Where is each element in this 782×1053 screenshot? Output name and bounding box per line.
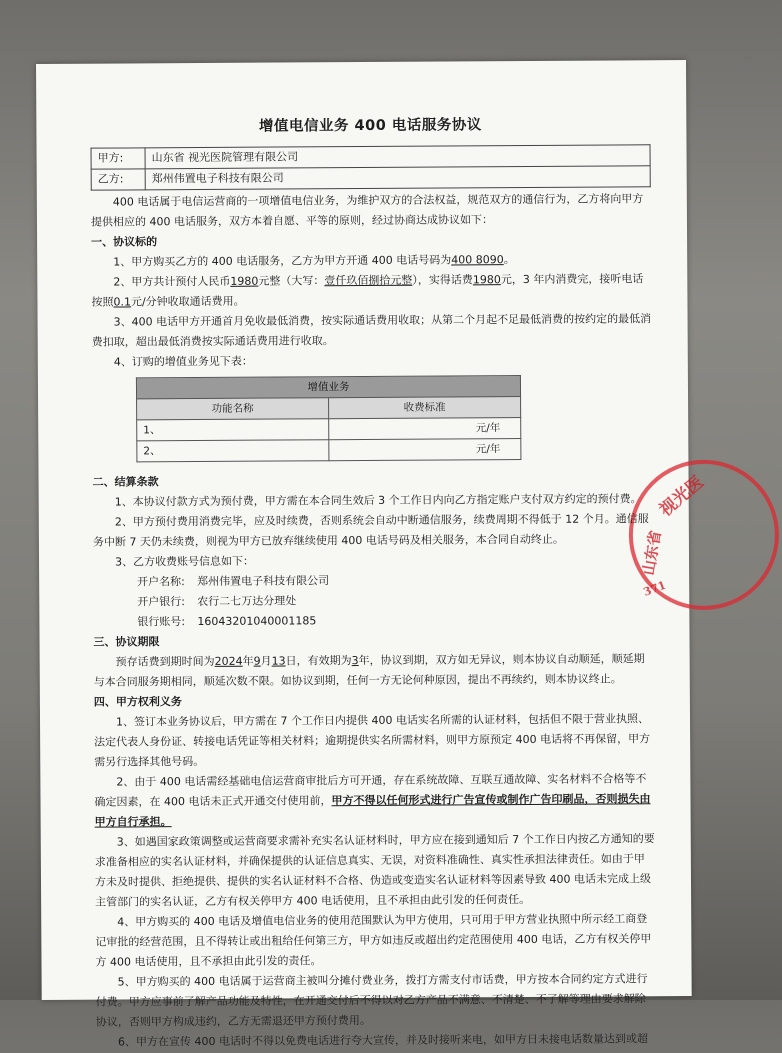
service-fee: 元/年 <box>329 418 521 440</box>
agreement-body <box>90 114 656 1052</box>
clause-text: 2、甲方共计预付人民币 <box>113 274 231 289</box>
table-row <box>137 418 521 441</box>
clause-1-2 <box>91 269 651 312</box>
clause-4-2 <box>94 769 654 832</box>
party-b-value: 郑州伟置电子科技有限公司 <box>145 166 650 190</box>
seal-digits: 371 <box>641 578 668 599</box>
section-3-heading: 三、协议期限 <box>93 635 160 649</box>
account-name-key: 开户名称: <box>137 575 185 589</box>
clause-text: 元整（大写： <box>258 274 325 288</box>
intro-paragraph: 400 电话属于电信运营商的一项增值电信业务，为维护双方的合法权益，规范双方的通信行为，乙方将向甲方提供相应的 400 电话服务，双方本着自愿、平等的原则，经过协商达成协议如下： <box>90 192 644 229</box>
services-table-columns <box>137 397 521 420</box>
prepay-amount: 1980 <box>230 274 259 288</box>
clause-2-3: 3、乙方收费账号信息如下： <box>115 554 255 569</box>
clause-text: 元/分钟收取通话费用。 <box>130 294 245 309</box>
clause-1-4: 4、订购的增值业务见下表： <box>113 354 253 369</box>
clause-text: 日，有效期为 <box>285 654 352 668</box>
clause-3-1 <box>94 649 654 692</box>
table-row <box>137 439 521 462</box>
clause-text: 年，协议到期，双方如无异议，则本协议自动顺延，顺延期与本合同服务期相同，顺延次数不限。如协议到期，任何一方无论何种原因，提出不再续约，则本协议终止。 <box>93 652 645 689</box>
clause-4-6: 6、甲方在宣传 400 电话时不得以免费电话进行夸大宣传，并及时接听来电，如甲方日未接电话数量达到或超 <box>117 1032 648 1049</box>
clause-4-3: 3、如遇国家政策调整或运营商要求需补充实名认证材料时，甲方应在接到通知后 7 个工作日内按乙方通知的要求准备相应的实名认证材料，并确保提供的认证信息真实、无误，对资料准确性、真实性承担法律责任。如由于甲方未及时提供、拒绝提供、提供的实名认证材料不合格、伪造或变造实名认证材料等因素导致 400 电话未完成上级主管部门的实名认证，乙方有权关停甲方 400 电话使用，且不承担由此引发的任何责任。 <box>94 832 655 909</box>
clause-text: 预存话费到期时间为 <box>115 654 215 669</box>
bank-value: 农行二七万达分理处 <box>197 594 297 609</box>
expiry-month: 9 <box>253 654 261 668</box>
rate-per-minute: 0.1 <box>113 295 131 309</box>
account-number-value: 16043201040001185 <box>197 614 317 629</box>
expiry-year: 2024 <box>214 654 243 668</box>
column-fee-standard: 收费标准 <box>329 397 521 419</box>
credit-amount: 1980 <box>472 273 501 287</box>
clause-text: 月 <box>260 654 272 668</box>
clause-text: 年 <box>242 654 254 668</box>
service-name: 2、 <box>137 440 329 462</box>
document-page <box>36 60 708 1049</box>
services-table-head <box>136 376 520 399</box>
phone-number: 400 8090 <box>451 253 504 267</box>
service-fee: 元/年 <box>329 439 521 461</box>
service-name: 1、 <box>137 419 329 441</box>
column-function-name: 功能名称 <box>137 398 329 420</box>
clause-text: 。 <box>503 253 515 267</box>
term-years: 3 <box>351 654 359 668</box>
clause-4-4: 4、甲方购买的 400 电话及增值电信业务的使用范围默认为甲方使用，只可用于甲方营业执照中所示经工商登记审批的经营范围，且不得转让或出租给任何第三方，甲方如违反或超出约定范围使用 400 电话，乙方有权关停甲方 400 电话使用，且不承担由此引发的责任。 <box>95 912 652 969</box>
section-4-heading: 四、甲方权利义务 <box>93 695 182 709</box>
parties-table <box>91 144 651 190</box>
party-a-value: 山东省 视光医院管理有限公司 <box>145 145 650 169</box>
section-2-heading: 二、结算条款 <box>92 475 159 489</box>
seal-text-top: 视光医 <box>655 472 708 521</box>
bold-warning: 甲方不得以任何形式进行广告宣传或制作广告印刷品，否则损失由甲方自行承担。 <box>94 792 651 829</box>
party-b-row <box>91 166 650 190</box>
party-a-label: 甲方: <box>91 148 145 169</box>
expiry-day: 13 <box>271 654 286 668</box>
clause-4-1: 1、签订本业务协议后，甲方需在 7 个工作日内提供 400 电话实名所需的认证材料，包括但不限于营业执照、法定代表人身份证、转接电话凭证等相关材料；逾期提供实名所需材料，则甲方原预定 400 电话将不再保留，甲方需另行选择其他号码。 <box>94 712 651 769</box>
account-name-value: 郑州伟置电子科技有限公司 <box>197 574 330 589</box>
clause-4-5: 5、甲方购买的 400 电话属于运营商主被叫分摊付费业务，拨打方需支付市话费，甲方按本合同约定方式进行付费。甲方应事前了解产品功能及特性，在开通交付后不得以对乙方产品不满意、不清楚、不了解等理由要求解除协议，否则甲方构成违约，乙方无需退还甲方预付费用。 <box>95 972 648 1029</box>
section-1-heading: 一、协议标的 <box>91 235 158 249</box>
clause-text: ），实得话费 <box>412 273 473 287</box>
clause-2-1: 1、本协议付款方式为预付费，甲方需在本合同生效后 3 个工作日内向乙方指定账户支付双方约定的预付费。 <box>114 492 642 509</box>
clause-text: 2、由于 400 电话需经基础电信运营商审批后方可开通，存在系统故障、互联互通故障、实名材料不合格等不确定因素，在 400 电话未正式开通交付使用前， <box>94 772 647 809</box>
party-b-label: 乙方: <box>91 169 145 190</box>
clause-text: 元，3 年内消费完，接听电话按照 <box>91 272 644 309</box>
page-title: 增值电信业务 400 电话服务协议 <box>258 117 482 135</box>
seal-text-left: 山东省 <box>639 529 665 577</box>
services-table-title: 增值业务 <box>136 376 520 399</box>
bank-key: 开户银行: <box>137 595 186 609</box>
amount-in-words: 壹仟玖佰捌拾元整 <box>324 273 413 288</box>
clause-1-3: 3、400 电话甲方开通首月免收最低消费，按实际通话费用收取；从第二个月起不足最低消费的按约定的最低消费扣取，超出最低消费按实际通话费用进行收取。 <box>91 312 652 349</box>
clause-text: 1、甲方购买乙方的 400 电话服务，乙方为甲方开通 400 电话号码为 <box>113 253 452 269</box>
value-added-services-table <box>136 375 522 462</box>
clause-2-2: 2、甲方预付费用消费完毕，应及时续费，否则系统会自动中断通信服务，续费周期不得低于 12 个月。通信服务中断 7 天仍未续费，则视为甲方已放弃继续使用 400 电话号码及相关服务，本合同自动终止。 <box>92 512 649 549</box>
account-number-key: 银行账号: <box>137 615 186 629</box>
